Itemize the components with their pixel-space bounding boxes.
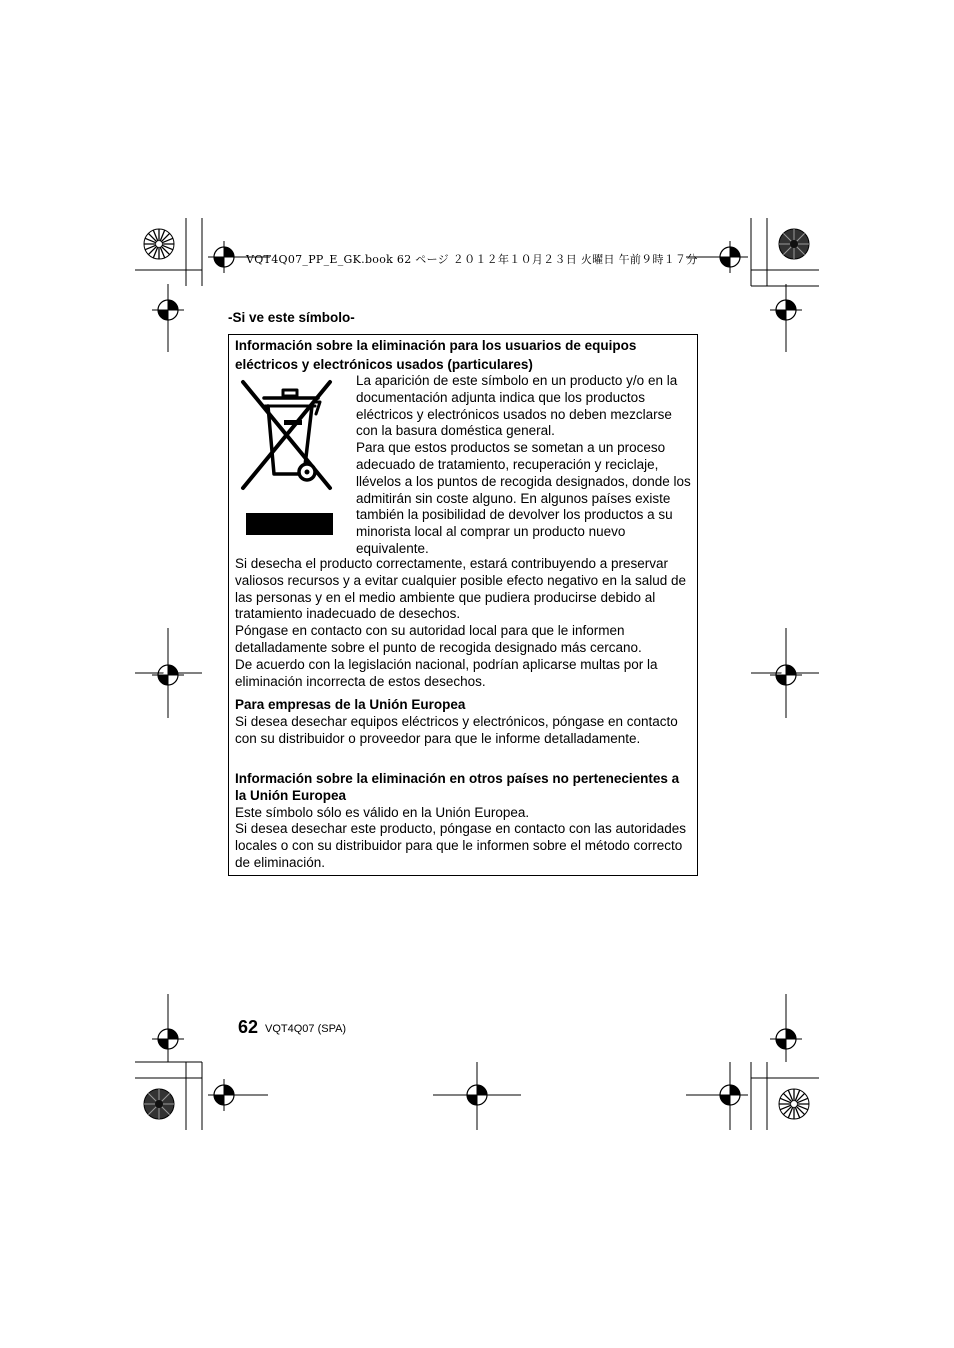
main-text — [235, 556, 693, 690]
intro-paragraph: La aparición de este símbolo en un producto y/o en la documentación adjunta indica que los productos eléctricos y electrónicos usados no deben mezclarse con la basura doméstica general. — [356, 373, 678, 439]
print-header: VQT4Q07_PP_E_GK.book 62 ページ ２０１２年１０月２３日 火曜日 午前９時１７分 — [246, 253, 698, 266]
other-countries-text: Este símbolo sólo es válido en la Unión Europea. — [235, 804, 530, 820]
other-countries-section — [235, 771, 693, 872]
symbol-intro — [356, 373, 694, 558]
body-paragraph: Póngase en contacto con su autoridad local para que le informen detalladamente sobre el punto de recogida designado más cercano. — [235, 623, 642, 655]
section-title: -Si ve este símbolo- — [228, 310, 355, 325]
notice-title: Información sobre la eliminación para los usuarios de equipos eléctricos y electrónicos usados (particulares) — [235, 338, 637, 372]
other-countries-text: Si desea desechar este producto, póngase en contacto con las autoridades locales o con su distribuidor para que le informen sobre el método correcto de eliminación. — [235, 821, 687, 870]
intro-paragraph: Para que estos productos se sometan a un proceso adecuado de tratamiento, recuperación y reciclaje, llévelos a los puntos de recogida designados, donde los admitirán sin coste alguno. En algunos países existe también la posibilidad de devolver los productos a su minorista local al comprar un producto nuevo equivalente. — [356, 440, 691, 556]
crossed-out-wheeled-bin-icon — [236, 376, 336, 538]
body-paragraph: Si desecha el producto correctamente, estará contribuyendo a preservar valiosos recursos y a evitar cualquier posible efecto negativo en la salud de las personas y en el medio ambiente que pudiera producirse debido al tratamiento inadecuado de desechos. — [235, 556, 687, 622]
document-code: VQT4Q07 (SPA) — [265, 1023, 347, 1035]
other-countries-heading: Información sobre la eliminación en otros países no pertenecientes a la Unión Europea — [235, 771, 680, 803]
eu-business-section — [235, 697, 693, 747]
page-number: 62 — [238, 1017, 259, 1037]
eu-business-text: Si desea desechar equipos eléctricos y electrónicos, póngase en contacto con su distribuidor o proveedor para que le informe detalladamente. — [235, 713, 678, 746]
eu-business-heading: Para empresas de la Unión Europea — [235, 697, 466, 712]
body-paragraph: De acuerdo con la legislación nacional, podrían aplicarse multas por la eliminación incorrecta de estos desechos. — [235, 656, 658, 689]
